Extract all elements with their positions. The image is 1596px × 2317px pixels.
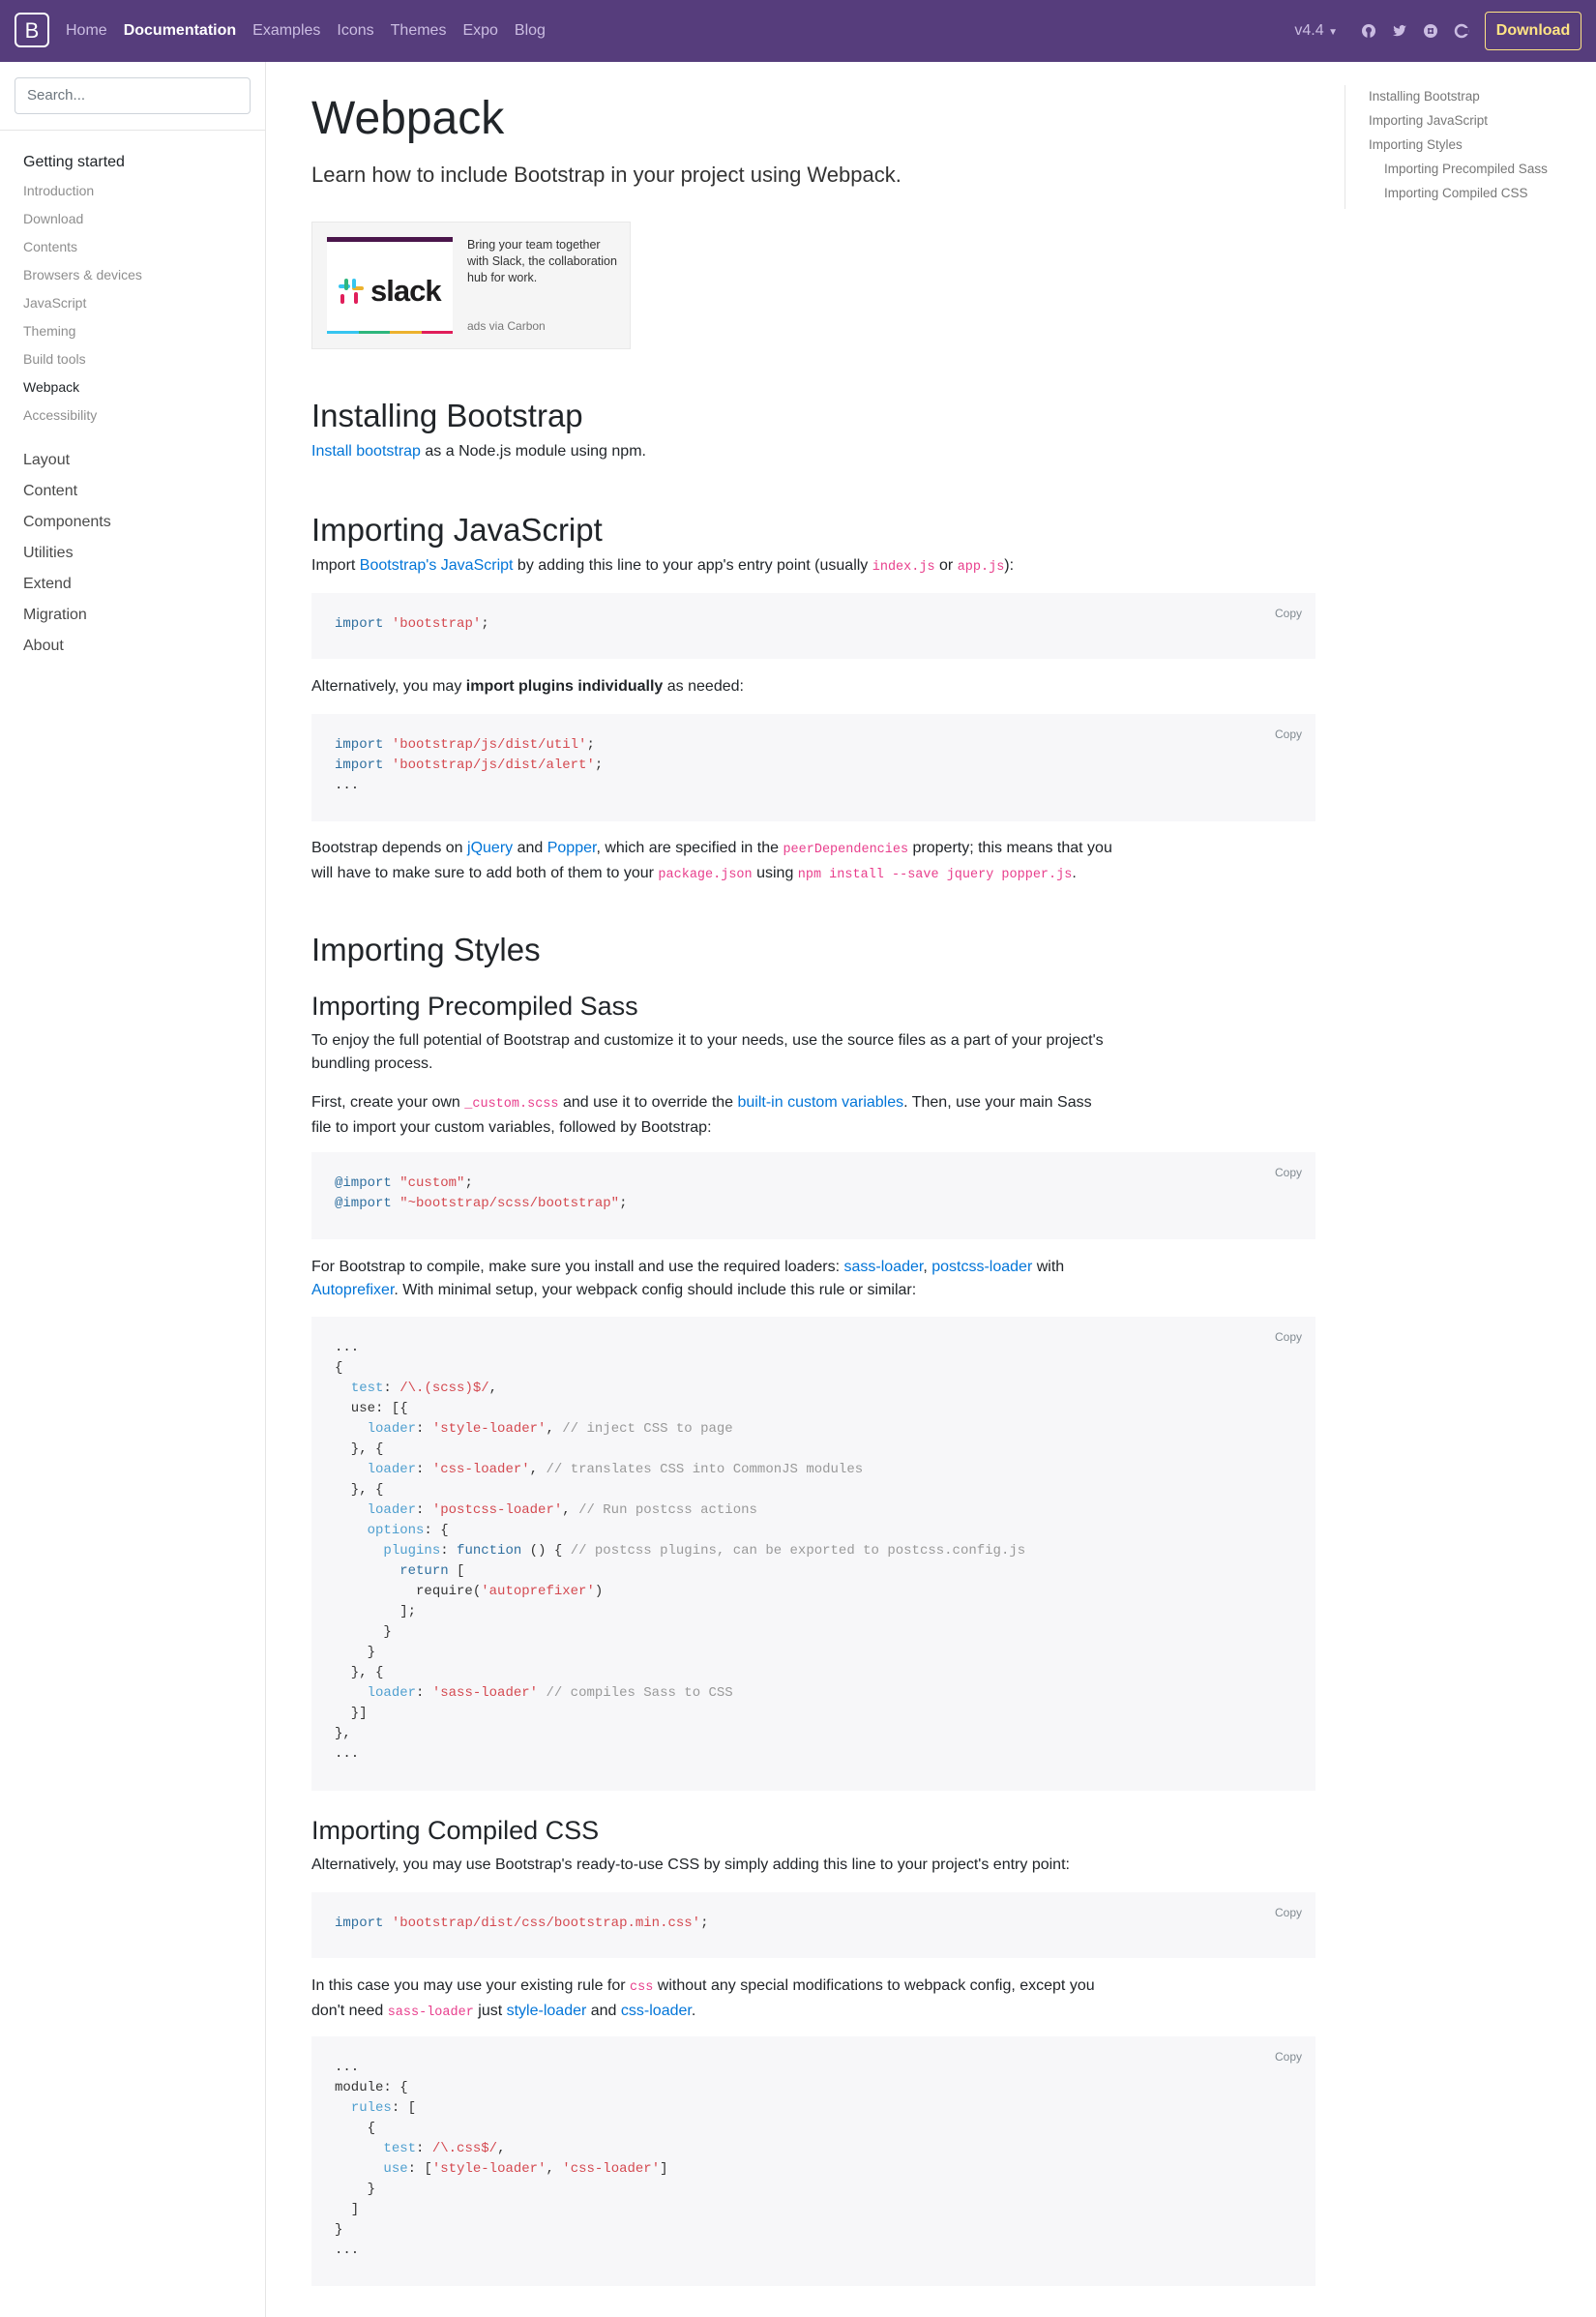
ad-text[interactable]: Bring your team together with Slack, the collaboration hub for work. bbox=[467, 238, 617, 284]
nav-documentation[interactable]: Documentation bbox=[123, 22, 237, 39]
toc-item-importing-precompiled-sass[interactable]: Importing Precompiled Sass bbox=[1384, 162, 1548, 176]
sidebar-group-getting-started[interactable]: Getting started bbox=[23, 154, 125, 170]
style-loader-link[interactable]: style-loader bbox=[506, 2003, 587, 2019]
code-block bbox=[311, 1317, 1315, 1791]
code-content: import 'bootstrap'; bbox=[335, 616, 489, 632]
text-span: and bbox=[513, 840, 547, 856]
sidebar-group-utilities[interactable]: Utilities bbox=[23, 545, 74, 561]
carbon-ad[interactable] bbox=[311, 222, 631, 349]
slack-ad-image[interactable] bbox=[327, 237, 453, 334]
nav-themes[interactable]: Themes bbox=[390, 22, 447, 39]
code-string: 'bootstrap/js/dist/alert' bbox=[391, 757, 595, 773]
download-button[interactable]: Download bbox=[1485, 12, 1581, 50]
inline-code: peerDependencies bbox=[783, 843, 909, 857]
sidebar-group-components[interactable]: Components bbox=[23, 514, 111, 530]
nav-expo[interactable]: Expo bbox=[462, 22, 498, 39]
popper-link[interactable]: Popper bbox=[547, 840, 597, 856]
caret-down-icon: ▼ bbox=[1328, 27, 1338, 38]
toc-item-installing-bootstrap[interactable]: Installing Bootstrap bbox=[1369, 89, 1480, 104]
version-label: v4.4 bbox=[1294, 22, 1324, 39]
search-input[interactable]: Search... bbox=[15, 77, 251, 114]
code-keyword: @import bbox=[335, 1175, 392, 1191]
inline-code: sass-loader bbox=[387, 2005, 474, 2020]
text-span: . With minimal setup, your webpack config should include this rule or similar: bbox=[394, 1282, 917, 1298]
inline-code: app.js bbox=[957, 560, 1005, 575]
code-content: @import "custom"; @import "~bootstrap/scss/bootstrap"; bbox=[335, 1175, 628, 1211]
text-span: . Then, use your main Sass file to import your custom variables, followed by Bootstrap: bbox=[311, 1094, 1092, 1136]
code-block bbox=[311, 2036, 1315, 2286]
github-icon[interactable] bbox=[1361, 23, 1376, 39]
sidebar-item-introduction[interactable]: Introduction bbox=[23, 183, 95, 198]
page-title: Webpack bbox=[311, 93, 505, 144]
toc-item-importing-styles[interactable]: Importing Styles bbox=[1369, 137, 1463, 152]
nav-icons[interactable]: Icons bbox=[337, 22, 374, 39]
text-span: For Bootstrap to compile, make sure you install and use the required loaders: bbox=[311, 1259, 844, 1275]
code-keyword: import bbox=[335, 616, 384, 632]
copy-button[interactable]: Copy bbox=[1274, 2050, 1302, 2064]
sass-paragraph-1: To enjoy the full potential of Bootstrap and customize it to your needs, use the source files as a part of your project's bundling process. bbox=[311, 1032, 1104, 1072]
code-content: import 'bootstrap/js/dist/util'; import 'bootstrap/js/dist/alert'; ... bbox=[335, 737, 604, 793]
text-span: . bbox=[1072, 865, 1077, 881]
bootstraps-javascript-link[interactable]: Bootstrap's JavaScript bbox=[359, 557, 514, 574]
twitter-icon[interactable] bbox=[1392, 23, 1407, 39]
toc-item-importing-javascript[interactable]: Importing JavaScript bbox=[1369, 113, 1489, 128]
copy-button[interactable]: Copy bbox=[1274, 728, 1302, 741]
code-string: 'bootstrap/dist/css/bootstrap.min.css' bbox=[391, 1916, 701, 1931]
version-dropdown[interactable] bbox=[1294, 19, 1338, 43]
importing-js-paragraph bbox=[311, 554, 1114, 579]
heading-installing-bootstrap: Installing Bootstrap bbox=[311, 398, 583, 433]
jquery-link[interactable]: jQuery bbox=[467, 840, 514, 856]
code-block bbox=[311, 714, 1315, 821]
divider bbox=[0, 130, 266, 131]
page-lead: Learn how to include Bootstrap in your project using Webpack. bbox=[311, 163, 901, 187]
alternatively-paragraph bbox=[311, 675, 1114, 698]
text-span: First, create your own bbox=[311, 1094, 465, 1111]
code-string: "custom" bbox=[399, 1175, 465, 1191]
nav-examples[interactable]: Examples bbox=[252, 22, 321, 39]
sidebar-item-browsers-devices[interactable]: Browsers & devices bbox=[23, 267, 142, 282]
nav-home[interactable]: Home bbox=[66, 22, 107, 39]
code-block bbox=[311, 593, 1315, 659]
heading-importing-javascript: Importing JavaScript bbox=[311, 512, 603, 548]
code-keyword: import bbox=[335, 737, 384, 753]
text-span: and bbox=[586, 2003, 621, 2019]
text-span: Alternatively, you may bbox=[311, 678, 466, 695]
text-span: Import bbox=[311, 557, 360, 574]
code-content: ... module: { rules: [ { test: /\.css$/, use: ['style-loader', 'css-loader'] } ] } ... bbox=[335, 2060, 668, 2258]
code-text: ... bbox=[335, 778, 360, 793]
sidebar-group-content[interactable]: Content bbox=[23, 483, 78, 499]
text-span: property; this means that you will have to make sure to add both of them to your bbox=[311, 840, 1112, 881]
built-in-custom-variables-link[interactable]: built-in custom variables bbox=[737, 1094, 904, 1111]
text-span: Bootstrap depends on bbox=[311, 840, 468, 856]
text-span: . bbox=[691, 2003, 696, 2019]
nav-right bbox=[1294, 0, 1596, 62]
copy-button[interactable]: Copy bbox=[1274, 1330, 1302, 1344]
text-span: without any special modifications to webpack config, except you don't need bbox=[311, 1977, 1095, 2019]
inline-code: npm install --save jquery popper.js bbox=[797, 868, 1073, 882]
opencollective-icon[interactable] bbox=[1454, 23, 1469, 39]
text-span: with bbox=[1032, 1259, 1065, 1275]
text-span: as needed: bbox=[663, 678, 744, 695]
code-block bbox=[311, 1892, 1315, 1958]
text-span: by adding this line to your app's entry point (usually bbox=[513, 557, 872, 574]
loaders-paragraph: For Bootstrap to compile, make sure you install and use the required loaders: sass-loader, postcss-loader with Autoprefixer. With minimal setup, your webpack config should include this rule or similar: bbox=[311, 1259, 1065, 1298]
code-string: 'bootstrap/js/dist/util' bbox=[391, 737, 587, 753]
installing-paragraph bbox=[311, 440, 1114, 463]
code-content: import 'bootstrap/dist/css/bootstrap.min.css'; bbox=[335, 1916, 709, 1931]
sidebar bbox=[0, 62, 266, 2317]
depends-paragraph bbox=[311, 837, 1114, 887]
sidebar-item-webpack[interactable]: Webpack bbox=[23, 379, 80, 395]
install-bootstrap-link[interactable]: Install bootstrap bbox=[311, 443, 421, 460]
heading-importing-compiled-css: Importing Compiled CSS bbox=[311, 1816, 600, 1845]
slack-icon[interactable] bbox=[1423, 23, 1438, 39]
sidebar-item-build-tools[interactable]: Build tools bbox=[23, 351, 86, 367]
text-span: , which are specified in the bbox=[596, 840, 783, 856]
navbar bbox=[0, 0, 1596, 62]
inline-code: index.js bbox=[872, 560, 935, 575]
table-of-contents bbox=[1345, 85, 1577, 209]
sidebar-item-download[interactable]: Download bbox=[23, 211, 84, 226]
heading-importing-styles: Importing Styles bbox=[311, 932, 541, 967]
css-loader-link[interactable]: css-loader bbox=[620, 2003, 692, 2019]
toc-item-importing-compiled-css[interactable]: Importing Compiled CSS bbox=[1384, 186, 1528, 200]
code-keyword: @import bbox=[335, 1196, 392, 1211]
slack-logo-text: slack bbox=[370, 274, 441, 308]
code-block bbox=[311, 1152, 1315, 1239]
text-span: or bbox=[934, 557, 958, 574]
text-span: as a Node.js module using npm. bbox=[420, 443, 646, 460]
copy-button[interactable]: Copy bbox=[1274, 1906, 1302, 1919]
postcss-loader-link[interactable]: postcss-loader bbox=[931, 1259, 1033, 1275]
ad-via[interactable]: ads via Carbon bbox=[467, 319, 546, 333]
text-span: ): bbox=[1004, 557, 1015, 574]
sidebar-item-contents[interactable]: Contents bbox=[23, 239, 78, 254]
compiled-css-paragraph: Alternatively, you may use Bootstrap's ready-to-use CSS by simply adding this line to your project's entry point: bbox=[311, 1857, 1070, 1873]
code-string: 'bootstrap' bbox=[391, 616, 482, 632]
nav-links bbox=[66, 0, 562, 62]
text-span: In this case you may use your existing rule for bbox=[311, 1977, 631, 1994]
copy-button[interactable]: Copy bbox=[1274, 607, 1302, 620]
autoprefixer-link[interactable]: Autoprefixer bbox=[311, 1282, 395, 1298]
code-string: "~bootstrap/scss/bootstrap" bbox=[399, 1196, 620, 1211]
code-keyword: import bbox=[335, 757, 384, 773]
sidebar-group-extend[interactable]: Extend bbox=[23, 576, 72, 592]
existing-rule-paragraph bbox=[311, 1975, 1114, 2025]
sass-loader-link[interactable]: sass-loader bbox=[843, 1259, 924, 1275]
sidebar-item-javascript[interactable]: JavaScript bbox=[23, 295, 87, 311]
bold-text: import plugins individually bbox=[465, 678, 664, 695]
bootstrap-logo[interactable]: B bbox=[15, 13, 49, 47]
sidebar-item-theming[interactable]: Theming bbox=[23, 323, 76, 339]
sidebar-item-accessibility[interactable]: Accessibility bbox=[23, 407, 98, 423]
sidebar-group-migration[interactable]: Migration bbox=[23, 607, 87, 623]
nav-blog[interactable]: Blog bbox=[514, 22, 546, 39]
text-span: and use it to override the bbox=[558, 1094, 738, 1111]
code-keyword: import bbox=[335, 1916, 384, 1931]
inline-code: package.json bbox=[658, 868, 753, 882]
code-content: ... { test: /\.(scss)$/, use: [{ loader: 'style-loader', // inject CSS to page }, { loader: 'css-loader', // translates CSS into CommonJS modules }, { loader: 'postcss-loader', // Run postcss actions options: { plugins: function () { // postcss plugins, can be exported to postcss.config.js return [ require('autoprefixer') ]; } } }, { loader: 'sass-loader' // compiles Sass to CSS }] }, ... bbox=[335, 1340, 1026, 1762]
sass-paragraph-2 bbox=[311, 1091, 1114, 1140]
sidebar-group-layout[interactable]: Layout bbox=[23, 452, 71, 468]
heading-importing-precompiled-sass: Importing Precompiled Sass bbox=[311, 992, 638, 1021]
sidebar-group-about[interactable]: About bbox=[23, 638, 64, 654]
inline-code: _custom.scss bbox=[464, 1097, 559, 1112]
text-span: just bbox=[473, 2003, 507, 2019]
text-span: using bbox=[752, 865, 798, 881]
inline-code: css bbox=[630, 1980, 654, 1995]
copy-button[interactable]: Copy bbox=[1274, 1166, 1302, 1179]
